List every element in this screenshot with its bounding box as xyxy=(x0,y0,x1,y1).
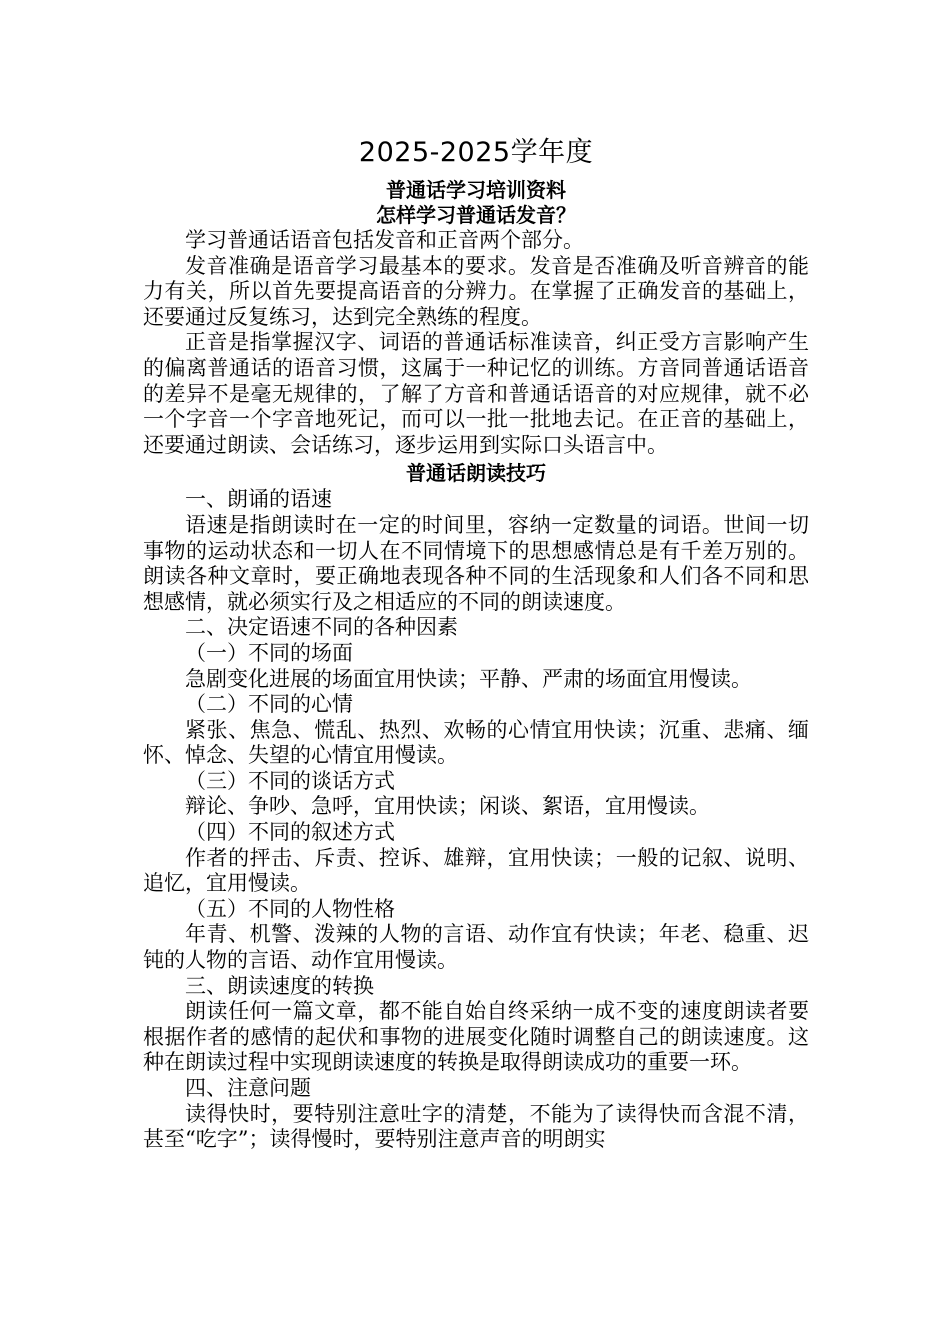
document-body xyxy=(143,130,809,1153)
section-title-reading-skills: 普通话朗读技巧 xyxy=(406,461,546,486)
factor-label: （四）不同的叙述方式 xyxy=(185,820,395,845)
heading-1: 一、朗诵的语速 xyxy=(185,487,332,512)
paragraph: 发音准确是语音学习最基本的要求。发音是否准确及听音辨音的能力有关，所以首先要提高语音的分辨力。在掌握了正确发音的基础上，还要通过反复练习，达到完全熟练的程度。 xyxy=(143,253,809,329)
factor-label: （五）不同的人物性格 xyxy=(185,896,395,921)
factor-text: 紧张、焦急、慌乱、热烈、欢畅的心情宜用快读；沉重、悲痛、缅怀、悼念、失望的心情宜用慢读。 xyxy=(143,717,809,768)
heading-3: 三、朗读速度的转换 xyxy=(185,973,374,998)
factor-text: 作者的抨击、斥责、控诉、雄辩，宜用快读；一般的记叙、说明、追忆，宜用慢读。 xyxy=(143,845,809,896)
section-title-pronunciation: 怎样学习普通话发音？ xyxy=(376,203,576,227)
year-title: 2025-2025学年度 xyxy=(358,137,594,168)
factor-label: （三）不同的谈话方式 xyxy=(185,768,395,793)
factor-text: 年青、机警、泼辣的人物的言语、动作宜有快读；年老、稳重、迟钝的人物的言语、动作宜用慢读。 xyxy=(143,922,809,973)
paragraph: 学习普通话语音包括发音和正音两个部分。 xyxy=(185,228,584,252)
factor-label: （一）不同的场面 xyxy=(185,640,353,665)
paragraph: 读得快时，要特别注意吐字的清楚，不能为了读得快而含混不清，甚至“吃字”；读得慢时，要特别注意声音的明朗实 xyxy=(143,1101,809,1152)
document-subtitle: 普通话学习培训资料 xyxy=(386,178,566,202)
heading-2: 二、决定语速不同的各种因素 xyxy=(185,615,458,640)
heading-4: 四、注意问题 xyxy=(185,1076,311,1100)
factor-text: 辩论、争吵、急呼，宜用快读；闲谈、絮语，宜用慢读。 xyxy=(185,794,710,819)
paragraph: 语速是指朗读时在一定的时间里，容纳一定数量的词语。世间一切事物的运动状态和一切人在不同情境下的思想感情总是有千差万别的。朗读各种文章时，要正确地表现各种不同的生活现象和人们各不同和思想感情，就必须实行及之相适应的不同的朗读速度。 xyxy=(143,512,809,614)
factor-text: 急剧变化进展的场面宜用快读；平静、严肃的场面宜用慢读。 xyxy=(185,666,752,691)
factor-label: （二）不同的心情 xyxy=(185,692,353,717)
paragraph: 朗读任何一篇文章，都不能自始自终采纳一成不变的速度朗读者要根据作者的感情的起伏和事物的进展变化随时调整自己的朗读速度。这种在朗读过程中实现朗读速度的转换是取得朗读成功的重要一环。 xyxy=(143,999,809,1075)
paragraph: 正音是指掌握汉字、词语的普通话标准读音，纠正受方言影响产生的偏离普通话的语音习惯，这属于一种记忆的训练。方音同普通话语音的差异不是毫无规律的，了解了方音和普通话语音的对应规律，就不必一个字音一个字音地死记，而可以一批一批地去记。在正音的基础上，还要通过朗读、会话练习，逐步运用到实际口头语言中。 xyxy=(143,330,809,457)
